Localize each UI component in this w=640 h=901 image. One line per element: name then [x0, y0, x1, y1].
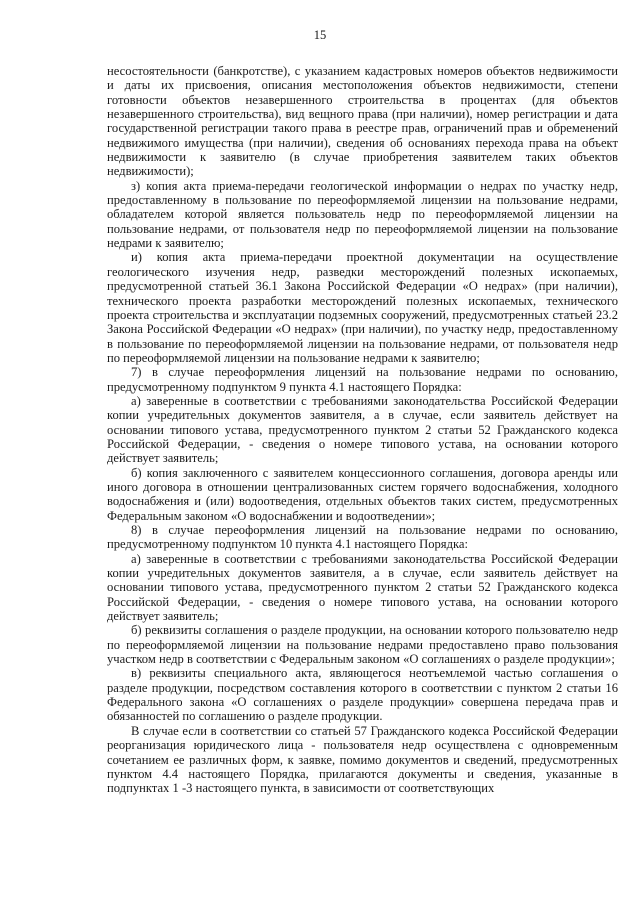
document-body	[107, 64, 618, 796]
page-number: 15	[313, 28, 327, 42]
paragraph-continuation: несостоятельности (банкротстве), с указанием кадастровых номеров объектов недвижимости и даты их присвоения, описания местоположения объектов недвижимости, степени готовности объектов незавершенного строительства в процентах (для объектов незавершенного строительства), вид вещного права (при наличии), номер регистрации и дата государственной регистрации такого права в реестре прав, ограничений прав и обременений недвижимого имущества (при наличии), сведения об основаниях перехода права на объект недвижимости к заявителю (в случае приобретения заявителем таких объектов недвижимости);	[107, 64, 618, 179]
paragraph-reorganization: В случае если в соответствии со статьей 57 Гражданского кодекса Российской Федерации реорганизация юридического лица - пользователя недр осуществлена с одновременным сочетанием ее различных форм, к заявке, помимо документов и сведений, предусмотренных пунктом 4.4 настоящего Порядка, прилагаются документы и сведения, указанные в подпунктах 1 -3 настоящего пункта, в зависимости от соответствующих	[107, 723, 618, 796]
paragraph-item-8b: б) реквизиты соглашения о разделе продукции, на основании которого пользователю недр по переоформляемой лицензии на пользование недрами предоставлено право пользования участком недр в соответствии с Федеральным законом «О соглашениях о разделе продукции»;	[107, 623, 618, 667]
paragraph-item-i: и) копия акта приема-передачи проектной документации на осуществление геологического изучения недр, разведки месторождений полезных ископаемых, предусмотренной статьей 36.1 Закона Российской Федерации «О недрах» (при наличии), технического проекта разработки месторождений полезных ископаемых, технического проекта строительства и эксплуатации подземных сооружений, предусмотренных статьей 23.2 Закона Российской Федерации «О недрах» (при наличии), по участку недр, предоставленному в пользование по переоформляемой лицензии на пользование недрами, от пользователя недр по переоформляемой лицензии на пользование недрами к заявителю;	[107, 250, 618, 365]
paragraph-item-7b: б) копия заключенного с заявителем концессионного соглашения, договора аренды или иного договора в отношении централизованных систем горячего водоснабжения, холодного водоснабжения и (или) водоотведения, отдельных объектов таких систем, предусмотренных Федеральным законом «О водоснабжении и водоотведении»;	[107, 465, 618, 523]
paragraph-item-7a: а) заверенные в соответствии с требованиями законодательства Российской Федерации копии учредительных документов заявителя, а в случае, если заявитель действует на основании типового устава, предусмотренного пунктом 2 статьи 52 Гражданского кодекса Российской Федерации, - сведения о номере типового устава, на основании которого действует заявитель;	[107, 393, 618, 466]
paragraph-item-8a: а) заверенные в соответствии с требованиями законодательства Российской Федерации копии учредительных документов заявителя, а в случае, если заявитель действует на основании типового устава, предусмотренного пунктом 2 статьи 52 Гражданского кодекса Российской Федерации, - сведения о номере типового устава, на основании которого действует заявитель;	[107, 551, 618, 624]
paragraph-item-8: 8) в случае переоформления лицензий на пользование недрами по основанию, предусмотренному подпунктом 10 пункта 4.1 настоящего Порядка:	[107, 523, 618, 552]
paragraph-item-7: 7) в случае переоформления лицензий на пользование недрами по основанию, предусмотренному подпунктом 9 пункта 4.1 настоящего Порядка:	[107, 365, 618, 394]
paragraph-item-z: з) копия акта приема-передачи геологической информации о недрах по участку недр, предоставленному в пользование по переоформляемой лицензии на пользование недрами, обладателем которой является пользователь недр по переоформляемой лицензии на пользование недрами, от пользователя недр по переоформляемой лицензии на пользование недрами к заявителю;	[107, 178, 618, 251]
paragraph-item-8v: в) реквизиты специального акта, являющегося неотъемлемой частью соглашения о разделе продукции, посредством составления которого в соответствии с пунктом 2 статьи 16 Федерального закона «О соглашениях о разделе продукции» совершена передача прав и обязанностей по соглашению о разделе продукции.	[107, 666, 618, 724]
